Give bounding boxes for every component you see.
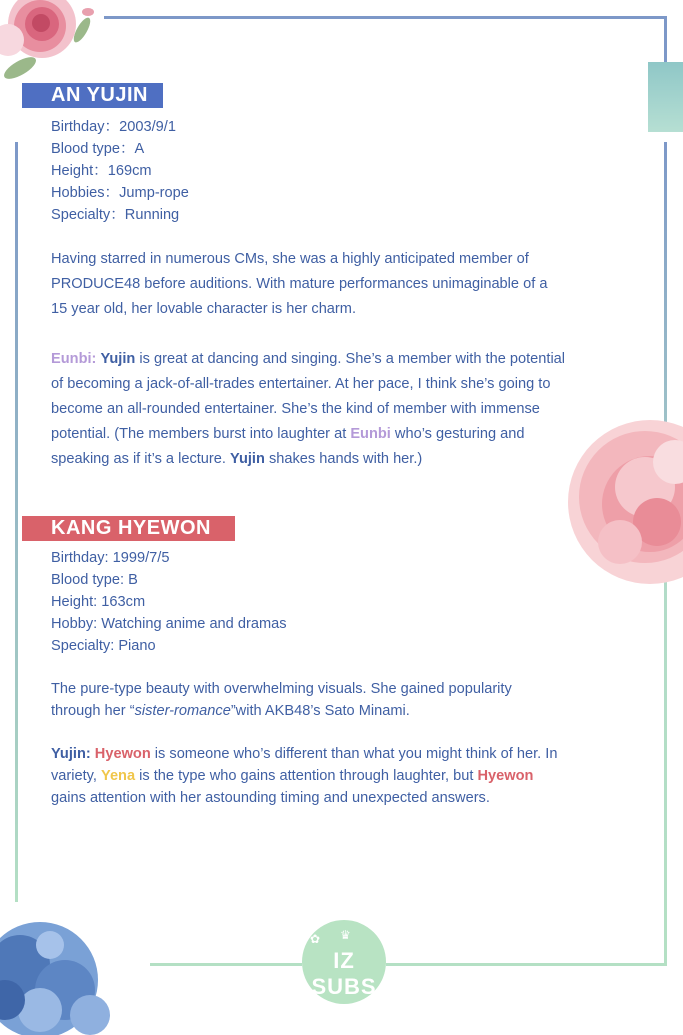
fact-blood-type: Blood type: B — [51, 572, 138, 588]
profile-facts — [51, 547, 287, 657]
intro-line: The pure-type beauty with overwhelming visuals. She gained popularity — [51, 681, 512, 697]
intro-text: through her “ — [51, 703, 135, 719]
hydrangea-icon — [0, 905, 140, 1035]
member-quote — [51, 743, 557, 809]
quote-text: variety, — [51, 768, 102, 784]
member-name: Yena — [101, 768, 136, 784]
quote-text: speaking as if it’s a lecture. — [51, 451, 231, 467]
fact-specialty: Specialty: Piano — [51, 638, 156, 654]
quote-text: is someone who’s different than what you might think of her. In — [150, 746, 558, 762]
intro-line: 15 year old, her lovable character is her charm. — [51, 301, 356, 317]
profile-intro — [51, 678, 512, 722]
member-name: Hyewon — [94, 746, 151, 762]
member-quote — [51, 347, 631, 472]
intro-line: Having starred in numerous CMs, she was a highly anticipated member of — [51, 251, 529, 267]
profile-intro — [51, 247, 631, 322]
frame-left-line — [15, 142, 18, 902]
frame-bottom-right-line — [386, 963, 667, 966]
quote-speaker: Eunbi: — [51, 351, 97, 367]
member-name: Yujin — [100, 351, 136, 367]
logo-text: IZ SUBS — [311, 948, 377, 999]
iz-subs-logo — [302, 920, 386, 1004]
fact-height: Height: 163cm — [51, 594, 146, 610]
profile-facts — [51, 116, 189, 226]
quote-text: who’s gesturing and — [390, 426, 525, 442]
profile-name-banner: AN YUJIN — [22, 83, 163, 108]
intro-text: ”with AKB48’s Sato Minami. — [230, 703, 410, 719]
fact-birthday: Birthday：2003/9/1 — [51, 119, 176, 135]
fact-hobby: Hobby: Watching anime and dramas — [51, 616, 287, 632]
quote-text: gains attention with her astounding timing and unexpected answers. — [51, 790, 490, 806]
quote-text: become an all-rounded entertainer. She’s the kind of member with immense — [51, 401, 540, 417]
quote-text: is great at dancing and singing. She’s a member with the potential — [135, 351, 566, 367]
fact-birthday: Birthday: 1999/7/5 — [51, 550, 170, 566]
quote-text: potential. (The members burst into laughter at — [51, 426, 351, 442]
quote-text: shakes hands with her.) — [264, 451, 423, 467]
quote-text: is the type who gains attention through laughter, but — [135, 768, 478, 784]
fact-hobbies: Hobbies：Jump-rope — [51, 185, 189, 201]
member-name: Yujin — [230, 451, 265, 467]
rose-icon — [0, 0, 110, 90]
intro-line: PRODUCE48 before auditions. With mature performances unimaginable of a — [51, 276, 548, 292]
side-tab — [648, 62, 683, 132]
quote-text: of becoming a jack-of-all-trades entertainer. At her pace, I think she’s going to — [51, 376, 551, 392]
fact-specialty: Specialty：Running — [51, 207, 180, 223]
member-name: Eunbi — [350, 426, 391, 442]
frame-top-line — [104, 16, 666, 19]
member-name: Hyewon — [477, 768, 534, 784]
frame-right-top-line — [664, 16, 667, 64]
fact-blood-type: Blood type：A — [51, 141, 145, 157]
crown-icon: ♛ — [340, 928, 351, 942]
intro-italic-text: sister-romance — [134, 703, 231, 719]
quote-speaker: Yujin: — [51, 746, 91, 762]
profile-name-banner: KANG HYEWON — [22, 516, 235, 541]
fact-height: Height：169cm — [51, 163, 152, 179]
star-icon: ✿ — [310, 932, 321, 946]
frame-bottom-left-line — [150, 963, 302, 966]
